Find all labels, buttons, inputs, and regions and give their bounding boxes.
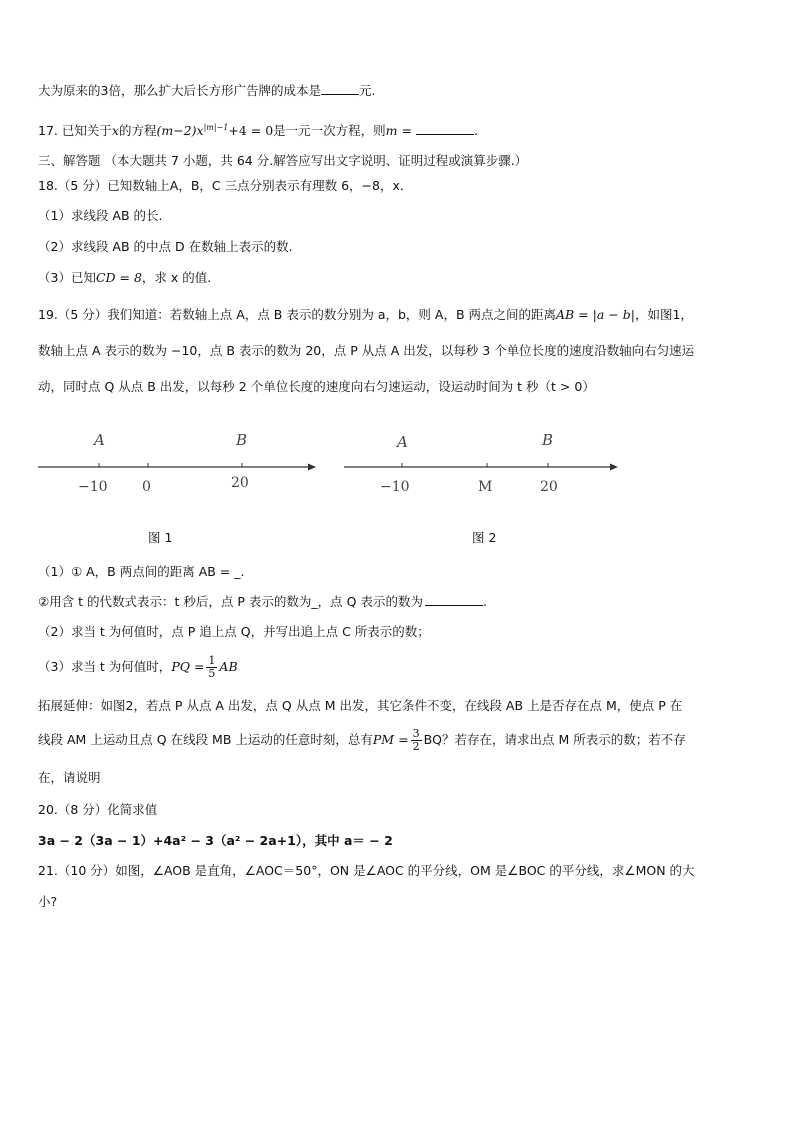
fraction-denominator: 2 (412, 740, 420, 753)
label-a: A (94, 431, 105, 449)
q17-var: x (111, 123, 119, 139)
tick-label-m: M (478, 479, 493, 495)
tick-label-0: 0 (142, 479, 151, 495)
q17 (38, 119, 758, 140)
fraction-three-halves (411, 728, 422, 753)
q20-stem: 20.（8 分）化简求值 (38, 802, 158, 817)
label-b: B (542, 431, 554, 449)
q17-number: 17. (38, 123, 58, 139)
figure-1-caption: 图 1 (148, 530, 173, 545)
q19-line1 (38, 306, 758, 324)
q17-exponent: |m|−1 (203, 123, 229, 132)
q17-eq2: +4 = 0 (228, 123, 274, 139)
q19-extension-line2 (38, 725, 758, 755)
arrow-head (308, 464, 316, 471)
q19-ext2-math: PM = (372, 732, 409, 747)
q18-stem: 18.（5 分）已知数轴上A，B，C 三点分别表示有理数 6，−8，x． (38, 178, 413, 193)
answer-blank (425, 593, 483, 606)
q19-ext2-pre: 线段 AM 上运动且点 Q 在线段 MB 上运动的任意时刻，总有 (38, 732, 373, 747)
q18-p3-math: CD = 8 (95, 270, 142, 285)
q19-extension-line1: 拓展延伸：如图2，若点 P 从点 A 出发，点 Q 从点 M 出发，其它条件不变，在线段 AB 上是否存在点 M，使点 P 在 (38, 698, 683, 713)
q16-suffix: 元. (358, 83, 376, 98)
q18-part1: （1）求线段 AB 的长. (38, 208, 163, 223)
answer-blank (416, 122, 474, 135)
q19-p3-math: PQ = (171, 659, 205, 674)
q17-end: . (473, 123, 478, 139)
q20-expression: 3a − 2（3a − 1）+4a² − 3（a² − 2a+1），其中 a＝ − 2 (38, 833, 393, 848)
q18-part2: （2）求线段 AB 的中点 D 在数轴上表示的数. (38, 239, 293, 254)
q19-l1a: 19.（5 分）我们知道：若数轴上点 A，点 B 表示的数分别为 a，b，则 A，B 两点之间的距离 (38, 307, 556, 322)
q19-p3-post: AB (219, 659, 238, 674)
q16-tail (38, 82, 758, 100)
q17-post: 是一元一次方程，则 (273, 123, 386, 139)
q19-extension-line3: 在，请说明 (38, 770, 101, 785)
q17-eq: (m−2)x (156, 123, 204, 139)
q19-p1b-pre: ②用含 t 的代数式表示：t 秒后，点 P 表示的数为_，点 Q 表示的数为 (38, 594, 423, 609)
q19-part2: （2）求当 t 为何值时，点 P 追上点 Q，并写出追上点 C 所表示的数； (38, 624, 430, 639)
q19-p1b-end: . (482, 594, 487, 609)
section-header: 三、解答题 （本大题共 7 小题，共 64 分.解答应写出文字说明、证明过程或演算步骤.） (38, 153, 528, 168)
figure-2-number-line (342, 425, 627, 500)
q19-part1b (38, 593, 758, 611)
q19-distance-formula: AB = |a − b| (556, 307, 635, 322)
q19-l1b: ，如图1， (634, 307, 693, 322)
q17-ans: m = (385, 123, 412, 139)
q18-p3-pre: （3）已知 (38, 270, 96, 285)
q19-line2: 数轴上点 A 表示的数为 −10，点 B 表示的数为 20，点 P 从点 A 出发，以每秒 3 个单位长度的速度沿数轴向右匀速运 (38, 343, 695, 358)
answer-blank (321, 82, 359, 95)
q19-part3 (38, 652, 758, 682)
q17-pre: 已知关于 (61, 123, 112, 139)
tick-label-neg10: −10 (380, 479, 410, 495)
tick-label-20: 20 (540, 479, 558, 495)
q19-line3: 动，同时点 Q 从点 B 出发，以每秒 2 个单位长度的速度向右匀速运动，设运动时间为 t 秒（t > 0） (38, 379, 595, 394)
label-a: A (397, 433, 408, 451)
q19-ext2-post: BQ？若存在，请求出点 M 所表示的数；若不存 (423, 732, 686, 747)
fraction-one-fifth (206, 655, 217, 680)
arrow-head (610, 464, 618, 471)
q16-text: 大为原来的3倍，那么扩大后长方形广告牌的成本是 (38, 83, 321, 98)
q17-mid: 的方程 (118, 123, 157, 139)
label-b: B (236, 431, 248, 449)
q18-p3-post: ，求 x 的值. (141, 270, 212, 285)
q18-part3 (38, 269, 758, 287)
q19-p3-pre: （3）求当 t 为何值时， (38, 659, 172, 674)
fraction-numerator: 3 (412, 727, 420, 740)
figure-2-caption: 图 2 (472, 530, 497, 545)
tick-label-20: 20 (231, 475, 249, 491)
q19-part1: （1）① A，B 两点间的距离 AB = _. (38, 564, 245, 579)
q21-line1: 21.（10 分）如图，∠AOB 是直角，∠AOC＝50°，ON 是∠AOC 的平分线，OM 是∠BOC 的平分线，求∠MON 的大 (38, 863, 695, 878)
q21-line2: 小? (38, 894, 58, 909)
figure-1-number-line (36, 425, 326, 500)
fraction-denominator: 5 (208, 667, 216, 680)
tick-label-neg10: −10 (78, 479, 108, 495)
fraction-numerator: 1 (208, 654, 216, 667)
